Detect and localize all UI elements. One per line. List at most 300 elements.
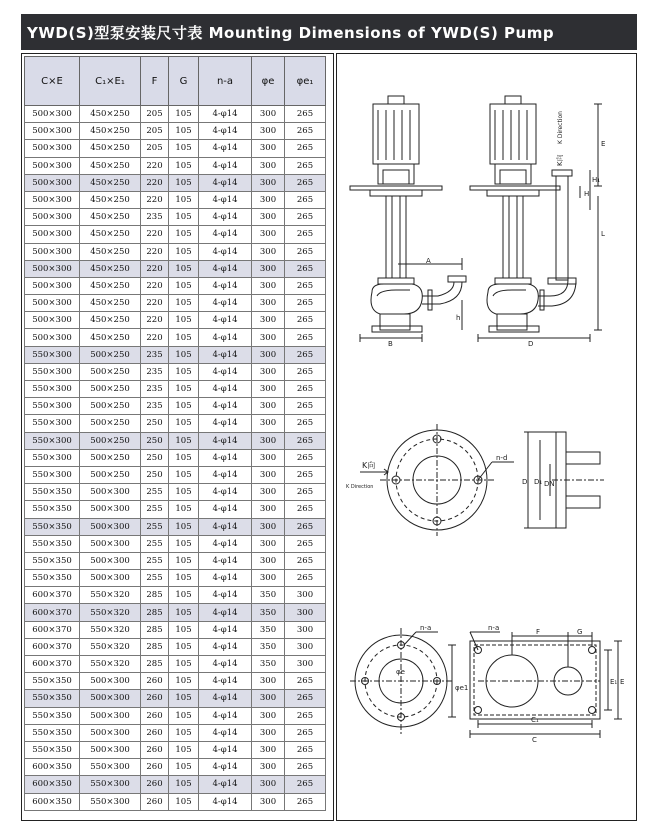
- label-e1: E₁: [610, 678, 618, 686]
- table-row: [25, 741, 326, 758]
- table-row: [25, 759, 326, 776]
- cell-phi-e: 300: [252, 363, 285, 380]
- cell-phi-e: 300: [252, 398, 285, 415]
- cell-c1-e1: 500×250: [80, 363, 141, 380]
- cell-c1-e1: 550×320: [80, 587, 141, 604]
- cell-phi-e: 300: [252, 191, 285, 208]
- header-phi-e: φe: [252, 57, 285, 106]
- cell-n-a: 4-φ14: [199, 260, 252, 277]
- cell-g: 105: [169, 295, 199, 312]
- cell-phi-e1: 265: [285, 552, 326, 569]
- cell-g: 105: [169, 552, 199, 569]
- label-h: H: [584, 190, 590, 198]
- cell-phi-e: 300: [252, 329, 285, 346]
- table-row: [25, 106, 326, 123]
- label-n-a-plate: n-a: [488, 624, 500, 632]
- cell-f: 235: [141, 398, 169, 415]
- cell-g: 105: [169, 638, 199, 655]
- cell-n-a: 4-φ14: [199, 157, 252, 174]
- cell-n-a: 4-φ14: [199, 346, 252, 363]
- cell-phi-e1: 265: [285, 535, 326, 552]
- cell-f: 220: [141, 174, 169, 191]
- cell-c1-e1: 450×250: [80, 226, 141, 243]
- cell-n-a: 4-φ14: [199, 501, 252, 518]
- cell-phi-e1: 265: [285, 570, 326, 587]
- cell-g: 105: [169, 501, 199, 518]
- cell-phi-e1: 265: [285, 363, 326, 380]
- cell-phi-e1: 300: [285, 656, 326, 673]
- table-row: [25, 724, 326, 741]
- cell-f: 250: [141, 415, 169, 432]
- cell-g: 105: [169, 243, 199, 260]
- cell-c-e: 550×350: [25, 724, 80, 741]
- cell-phi-e: 300: [252, 570, 285, 587]
- cell-g: 105: [169, 226, 199, 243]
- cell-n-a: 4-φ14: [199, 690, 252, 707]
- cell-g: 105: [169, 123, 199, 140]
- cell-n-a: 4-φ14: [199, 312, 252, 329]
- cell-c-e: 500×300: [25, 174, 80, 191]
- cell-phi-e1: 300: [285, 638, 326, 655]
- cell-c-e: 550×300: [25, 432, 80, 449]
- cell-c-e: 550×350: [25, 552, 80, 569]
- cell-g: 105: [169, 570, 199, 587]
- cell-g: 105: [169, 656, 199, 673]
- cell-g: 105: [169, 381, 199, 398]
- cell-c1-e1: 450×250: [80, 191, 141, 208]
- cell-phi-e1: 265: [285, 106, 326, 123]
- cell-c-e: 550×300: [25, 381, 80, 398]
- label-k-direction-en: K Direction: [346, 484, 374, 490]
- table-row: [25, 295, 326, 312]
- cell-phi-e: 300: [252, 724, 285, 741]
- cell-f: 255: [141, 518, 169, 535]
- table-row: [25, 484, 326, 501]
- label-dn: DN: [544, 480, 555, 488]
- cell-c-e: 500×300: [25, 209, 80, 226]
- cell-c1-e1: 550×320: [80, 638, 141, 655]
- cell-phi-e1: 265: [285, 449, 326, 466]
- cell-c-e: 500×300: [25, 140, 80, 157]
- cell-c1-e1: 500×300: [80, 484, 141, 501]
- cell-f: 260: [141, 741, 169, 758]
- cell-phi-e: 300: [252, 449, 285, 466]
- cell-c-e: 600×370: [25, 604, 80, 621]
- cell-phi-e: 300: [252, 776, 285, 793]
- table-row: [25, 707, 326, 724]
- cell-c-e: 500×300: [25, 191, 80, 208]
- cell-f: 205: [141, 123, 169, 140]
- cell-n-a: 4-φ14: [199, 209, 252, 226]
- cell-n-a: 4-φ14: [199, 106, 252, 123]
- cell-c1-e1: 550×300: [80, 793, 141, 810]
- cell-g: 105: [169, 415, 199, 432]
- cell-g: 105: [169, 741, 199, 758]
- cell-phi-e1: 300: [285, 621, 326, 638]
- label-n-d: n-d: [496, 454, 508, 462]
- cell-phi-e1: 265: [285, 741, 326, 758]
- cell-g: 105: [169, 724, 199, 741]
- cell-f: 220: [141, 277, 169, 294]
- cell-g: 105: [169, 518, 199, 535]
- cell-c-e: 500×300: [25, 312, 80, 329]
- cell-f: 250: [141, 466, 169, 483]
- label-l: L: [601, 230, 605, 238]
- table-row: [25, 398, 326, 415]
- cell-phi-e: 300: [252, 793, 285, 810]
- cell-phi-e: 350: [252, 621, 285, 638]
- cell-n-a: 4-φ14: [199, 673, 252, 690]
- cell-phi-e1: 265: [285, 776, 326, 793]
- table-row: [25, 191, 326, 208]
- cell-f: 235: [141, 363, 169, 380]
- cell-phi-e1: 265: [285, 243, 326, 260]
- cell-c1-e1: 500×300: [80, 724, 141, 741]
- cell-c-e: 550×300: [25, 346, 80, 363]
- cell-phi-e1: 265: [285, 226, 326, 243]
- cell-phi-e: 300: [252, 381, 285, 398]
- cell-phi-e: 300: [252, 432, 285, 449]
- cell-f: 235: [141, 381, 169, 398]
- cell-phi-e1: 265: [285, 312, 326, 329]
- cell-phi-e: 300: [252, 759, 285, 776]
- cell-g: 105: [169, 466, 199, 483]
- cell-n-a: 4-φ14: [199, 707, 252, 724]
- cell-f: 260: [141, 776, 169, 793]
- cell-c-e: 500×300: [25, 260, 80, 277]
- cell-n-a: 4-φ14: [199, 295, 252, 312]
- page-title: YWD(S)型泵安装尺寸表 Mounting Dimensions of YWD(S) Pump: [21, 14, 637, 50]
- cell-f: 260: [141, 707, 169, 724]
- cell-c1-e1: 450×250: [80, 157, 141, 174]
- table-row: [25, 157, 326, 174]
- cell-n-a: 4-φ14: [199, 776, 252, 793]
- cell-c-e: 500×300: [25, 106, 80, 123]
- cell-phi-e1: 265: [285, 707, 326, 724]
- table-body: [25, 106, 326, 811]
- cell-c1-e1: 500×250: [80, 449, 141, 466]
- table-row: [25, 638, 326, 655]
- cell-c1-e1: 550×300: [80, 759, 141, 776]
- cell-phi-e: 300: [252, 106, 285, 123]
- label-d: D: [528, 340, 534, 348]
- cell-phi-e: 300: [252, 226, 285, 243]
- cell-n-a: 4-φ14: [199, 398, 252, 415]
- cell-f: 255: [141, 484, 169, 501]
- cell-c1-e1: 500×300: [80, 535, 141, 552]
- cell-f: 220: [141, 191, 169, 208]
- cell-g: 105: [169, 432, 199, 449]
- cell-c-e: 550×350: [25, 707, 80, 724]
- cell-f: 220: [141, 157, 169, 174]
- header-c-e: C×E: [25, 57, 80, 106]
- cell-c-e: 500×300: [25, 329, 80, 346]
- cell-c1-e1: 450×250: [80, 277, 141, 294]
- cell-f: 260: [141, 673, 169, 690]
- cell-n-a: 4-φ14: [199, 432, 252, 449]
- label-c: C: [532, 736, 537, 744]
- cell-f: 285: [141, 621, 169, 638]
- cell-n-a: 4-φ14: [199, 518, 252, 535]
- label-g: G: [577, 628, 583, 636]
- cell-c-e: 550×350: [25, 518, 80, 535]
- cell-phi-e: 300: [252, 518, 285, 535]
- cell-f: 235: [141, 346, 169, 363]
- cell-f: 255: [141, 570, 169, 587]
- cell-c-e: 600×350: [25, 793, 80, 810]
- cell-g: 105: [169, 398, 199, 415]
- cell-n-a: 4-φ14: [199, 123, 252, 140]
- cell-c-e: 550×350: [25, 690, 80, 707]
- table-row: [25, 449, 326, 466]
- cell-f: 260: [141, 759, 169, 776]
- cell-f: 220: [141, 329, 169, 346]
- cell-f: 285: [141, 638, 169, 655]
- cell-phi-e: 300: [252, 209, 285, 226]
- cell-phi-e: 300: [252, 690, 285, 707]
- cell-n-a: 4-φ14: [199, 793, 252, 810]
- table-row: [25, 518, 326, 535]
- cell-g: 105: [169, 260, 199, 277]
- cell-c-e: 500×300: [25, 295, 80, 312]
- cell-phi-e1: 265: [285, 260, 326, 277]
- cell-c1-e1: 500×250: [80, 432, 141, 449]
- cell-phi-e1: 265: [285, 501, 326, 518]
- cell-phi-e1: 265: [285, 484, 326, 501]
- cell-n-a: 4-φ14: [199, 329, 252, 346]
- cell-n-a: 4-φ14: [199, 741, 252, 758]
- cell-phi-e1: 265: [285, 724, 326, 741]
- cell-c-e: 600×350: [25, 776, 80, 793]
- cell-phi-e: 300: [252, 295, 285, 312]
- cell-c-e: 600×370: [25, 587, 80, 604]
- cell-c1-e1: 550×320: [80, 604, 141, 621]
- cell-f: 220: [141, 260, 169, 277]
- table-row: [25, 174, 326, 191]
- cell-c-e: 600×370: [25, 638, 80, 655]
- cell-n-a: 4-φ14: [199, 449, 252, 466]
- cell-f: 255: [141, 535, 169, 552]
- label-h-small: h: [456, 314, 461, 322]
- cell-c1-e1: 500×300: [80, 741, 141, 758]
- table-row: [25, 243, 326, 260]
- cell-n-a: 4-φ14: [199, 174, 252, 191]
- cell-c1-e1: 450×250: [80, 209, 141, 226]
- cell-phi-e1: 265: [285, 346, 326, 363]
- table-header-row: [25, 57, 326, 106]
- cell-g: 105: [169, 346, 199, 363]
- header-phi-e1: φe₁: [285, 57, 326, 106]
- table-row: [25, 621, 326, 638]
- cell-g: 105: [169, 209, 199, 226]
- drawing-frame: [336, 53, 637, 821]
- cell-f: 255: [141, 552, 169, 569]
- cell-n-a: 4-φ14: [199, 277, 252, 294]
- cell-c-e: 550×350: [25, 535, 80, 552]
- cell-c-e: 550×300: [25, 449, 80, 466]
- cell-f: 255: [141, 501, 169, 518]
- cell-c-e: 550×300: [25, 415, 80, 432]
- cell-c-e: 550×300: [25, 398, 80, 415]
- table-row: [25, 209, 326, 226]
- cell-phi-e1: 300: [285, 587, 326, 604]
- cell-phi-e: 300: [252, 123, 285, 140]
- cell-phi-e1: 265: [285, 398, 326, 415]
- cell-g: 105: [169, 363, 199, 380]
- table-row: [25, 140, 326, 157]
- cell-c1-e1: 450×250: [80, 106, 141, 123]
- label-phi-e: φe: [396, 668, 405, 676]
- cell-c1-e1: 450×250: [80, 123, 141, 140]
- cell-c-e: 500×300: [25, 277, 80, 294]
- label-d1: D₁: [534, 478, 543, 486]
- cell-phi-e: 350: [252, 604, 285, 621]
- label-big-e: E: [601, 140, 606, 148]
- cell-n-a: 4-φ14: [199, 243, 252, 260]
- table-row: [25, 312, 326, 329]
- table-row: [25, 587, 326, 604]
- cell-n-a: 4-φ14: [199, 604, 252, 621]
- label-n-a-circle: n-a: [420, 624, 432, 632]
- cell-g: 105: [169, 535, 199, 552]
- cell-phi-e: 300: [252, 260, 285, 277]
- cell-c1-e1: 550×300: [80, 776, 141, 793]
- cell-n-a: 4-φ14: [199, 140, 252, 157]
- cell-c-e: 600×370: [25, 621, 80, 638]
- header-f: F: [141, 57, 169, 106]
- cell-phi-e1: 265: [285, 174, 326, 191]
- cell-g: 105: [169, 604, 199, 621]
- table-row: [25, 604, 326, 621]
- cell-g: 105: [169, 690, 199, 707]
- cell-phi-e1: 265: [285, 381, 326, 398]
- cell-phi-e1: 265: [285, 277, 326, 294]
- cell-c1-e1: 500×300: [80, 690, 141, 707]
- cell-c-e: 500×300: [25, 123, 80, 140]
- cell-c1-e1: 450×250: [80, 260, 141, 277]
- cell-c1-e1: 500×300: [80, 552, 141, 569]
- cell-n-a: 4-φ14: [199, 638, 252, 655]
- cell-phi-e1: 265: [285, 759, 326, 776]
- cell-n-a: 4-φ14: [199, 535, 252, 552]
- cell-phi-e: 300: [252, 415, 285, 432]
- cell-g: 105: [169, 106, 199, 123]
- label-k-direction-cn: K向: [362, 461, 376, 470]
- cell-g: 105: [169, 191, 199, 208]
- cell-f: 250: [141, 449, 169, 466]
- cell-g: 105: [169, 329, 199, 346]
- cell-c1-e1: 450×250: [80, 329, 141, 346]
- cell-c1-e1: 500×250: [80, 381, 141, 398]
- cell-g: 105: [169, 759, 199, 776]
- table-row: [25, 690, 326, 707]
- cell-n-a: 4-φ14: [199, 466, 252, 483]
- label-f: F: [536, 628, 541, 636]
- cell-c-e: 550×350: [25, 570, 80, 587]
- table-row: [25, 260, 326, 277]
- cell-c1-e1: 500×300: [80, 518, 141, 535]
- cell-c1-e1: 500×250: [80, 346, 141, 363]
- cell-g: 105: [169, 140, 199, 157]
- cell-phi-e: 300: [252, 535, 285, 552]
- label-d-flange: D: [522, 478, 528, 486]
- header-n-a: n-a: [199, 57, 252, 106]
- cell-c-e: 550×300: [25, 466, 80, 483]
- cell-n-a: 4-φ14: [199, 363, 252, 380]
- cell-n-a: 4-φ14: [199, 191, 252, 208]
- cell-c1-e1: 500×250: [80, 466, 141, 483]
- cell-g: 105: [169, 312, 199, 329]
- cell-n-a: 4-φ14: [199, 724, 252, 741]
- label-c1: C₁: [531, 716, 539, 724]
- cell-g: 105: [169, 484, 199, 501]
- cell-n-a: 4-φ14: [199, 570, 252, 587]
- table-row: [25, 656, 326, 673]
- cell-phi-e: 300: [252, 312, 285, 329]
- table-row: [25, 776, 326, 793]
- cell-c-e: 500×300: [25, 226, 80, 243]
- cell-g: 105: [169, 157, 199, 174]
- table-row: [25, 793, 326, 810]
- cell-c1-e1: 500×300: [80, 707, 141, 724]
- cell-c1-e1: 500×250: [80, 415, 141, 432]
- cell-c-e: 500×300: [25, 243, 80, 260]
- cell-f: 205: [141, 106, 169, 123]
- header-g: G: [169, 57, 199, 106]
- cell-phi-e1: 300: [285, 604, 326, 621]
- cell-phi-e: 300: [252, 243, 285, 260]
- table-row: [25, 570, 326, 587]
- cell-f: 260: [141, 724, 169, 741]
- cell-g: 105: [169, 174, 199, 191]
- label-big-e-plate: E: [620, 678, 625, 686]
- cell-f: 285: [141, 587, 169, 604]
- table-row: [25, 673, 326, 690]
- label-phi-e1: φe1: [455, 684, 469, 692]
- cell-c-e: 550×350: [25, 673, 80, 690]
- cell-phi-e: 350: [252, 638, 285, 655]
- table-row: [25, 535, 326, 552]
- cell-c1-e1: 450×250: [80, 295, 141, 312]
- cell-n-a: 4-φ14: [199, 381, 252, 398]
- cell-phi-e1: 265: [285, 140, 326, 157]
- cell-phi-e1: 265: [285, 432, 326, 449]
- cell-g: 105: [169, 707, 199, 724]
- cell-phi-e1: 265: [285, 415, 326, 432]
- cell-c1-e1: 500×300: [80, 570, 141, 587]
- cell-g: 105: [169, 793, 199, 810]
- table-row: [25, 501, 326, 518]
- label-k-direction-vertical-cn: K向: [556, 154, 564, 166]
- cell-f: 220: [141, 295, 169, 312]
- label-a: A: [426, 257, 431, 265]
- cell-phi-e: 350: [252, 587, 285, 604]
- cell-c1-e1: 500×250: [80, 398, 141, 415]
- cell-phi-e: 300: [252, 741, 285, 758]
- cell-n-a: 4-φ14: [199, 415, 252, 432]
- cell-c-e: 550×350: [25, 741, 80, 758]
- cell-phi-e1: 265: [285, 793, 326, 810]
- cell-phi-e1: 265: [285, 123, 326, 140]
- cell-c1-e1: 550×320: [80, 621, 141, 638]
- cell-phi-e: 300: [252, 140, 285, 157]
- cell-n-a: 4-φ14: [199, 484, 252, 501]
- table-row: [25, 329, 326, 346]
- cell-c1-e1: 450×250: [80, 243, 141, 260]
- cell-c1-e1: 450×250: [80, 140, 141, 157]
- cell-f: 235: [141, 209, 169, 226]
- table-row: [25, 123, 326, 140]
